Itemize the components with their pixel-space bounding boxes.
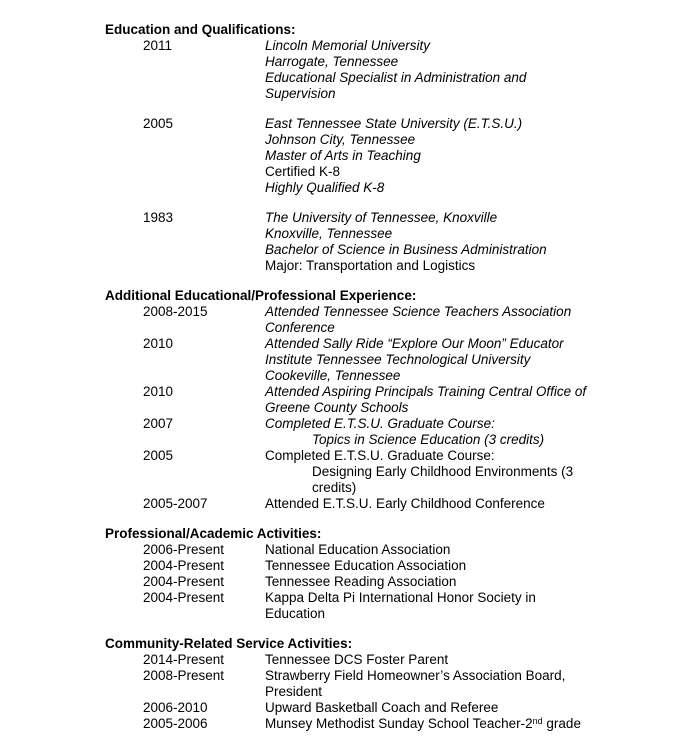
entry-date: 2004-Present	[143, 590, 225, 605]
entry-date: 2008-Present	[143, 668, 225, 683]
entry-date: 2006-2010	[143, 700, 208, 715]
resume-entry	[105, 496, 660, 512]
entry-description	[265, 542, 660, 558]
entry-line: Topics in Science Education (3 credits)	[312, 432, 545, 447]
entry-description	[265, 496, 660, 512]
entry-line: Education	[265, 606, 326, 621]
resume-entry	[105, 336, 660, 384]
resume-section	[105, 22, 660, 274]
entry-line: Knoxville, Tennessee	[265, 226, 393, 241]
entry-description	[265, 304, 660, 336]
entry-line: Completed E.T.S.U. Graduate Course:	[265, 448, 495, 463]
entry-date: 2010	[143, 336, 174, 351]
resume-entry	[105, 652, 660, 668]
entry-line: Institute Tennessee Technological University	[265, 352, 531, 367]
entry-line: Tennessee Education Association	[265, 558, 467, 573]
entry-description	[265, 590, 660, 622]
entry-date: 2005	[143, 448, 174, 463]
entry-line: The University of Tennessee, Knoxville	[265, 210, 498, 225]
entry-date: 2011	[143, 38, 173, 53]
entry-line: Cookeville, Tennessee	[265, 368, 401, 383]
entry-description	[265, 652, 660, 668]
entry-line: Completed E.T.S.U. Graduate Course:	[265, 416, 495, 431]
entry-description	[265, 210, 660, 274]
section-heading: Additional Educational/Professional Experience:	[105, 288, 417, 303]
entry-line: Johnson City, Tennessee	[265, 132, 416, 147]
resume-entry	[105, 304, 660, 336]
entry-line: Attended Sally Ride “Explore Our Moon” Educator	[265, 336, 564, 351]
entry-line: Kappa Delta Pi International Honor Society in	[265, 590, 536, 605]
entry-description	[265, 416, 660, 448]
entry-line: Tennessee Reading Association	[265, 574, 457, 589]
entry-date: 2007	[143, 416, 174, 431]
entry-date: 2010	[143, 384, 174, 399]
entry-line: Strawberry Field Homeowner’s Association Board,	[265, 668, 566, 683]
entry-line: Designing Early Childhood Environments (3	[312, 464, 574, 479]
resume-section	[105, 636, 660, 732]
section-heading: Community-Related Service Activities:	[105, 636, 353, 651]
entry-line: Attended E.T.S.U. Early Childhood Conference	[265, 496, 545, 511]
entry-line: Major: Transportation and Logistics	[265, 258, 476, 273]
resume-entry	[105, 558, 660, 574]
resume-entry	[105, 38, 660, 102]
line-text: Munsey Methodist Sunday School Teacher-2	[265, 716, 533, 731]
entry-date: 2008-2015	[143, 304, 208, 319]
superscript-text: nd	[532, 716, 543, 726]
entry-line: Lincoln Memorial University	[265, 38, 431, 53]
entry-date: 2005-2007	[143, 496, 208, 511]
entry-description	[265, 700, 660, 716]
entry-line: Greene County Schools	[265, 400, 409, 415]
entry-line: credits)	[312, 480, 357, 495]
resume-entry	[105, 384, 660, 416]
line-text: grade	[542, 716, 581, 731]
section-heading: Professional/Academic Activities:	[105, 526, 322, 541]
entry-line: Certified K-8	[265, 164, 341, 179]
resume-sections	[105, 22, 660, 732]
resume-entry	[105, 590, 660, 622]
entry-line: Highly Qualified K-8	[265, 180, 385, 195]
resume-entry	[105, 574, 660, 590]
entry-line: Attended Aspiring Principals Training Central Office of	[265, 384, 587, 399]
entry-line	[265, 716, 660, 732]
entry-line: Educational Specialist in Administration and	[265, 70, 527, 85]
entry-date: 2014-Present	[143, 652, 225, 667]
entry-line: Master of Arts in Teaching	[265, 148, 421, 163]
entry-description	[265, 448, 660, 496]
entry-line: Tennessee DCS Foster Parent	[265, 652, 449, 667]
entry-line: President	[265, 684, 323, 699]
resume-section	[105, 288, 660, 512]
entry-line: Supervision	[265, 86, 336, 101]
entry-line: Harrogate, Tennessee	[265, 54, 399, 69]
section-heading: Education and Qualifications:	[105, 22, 296, 37]
entry-date: 2006-Present	[143, 542, 225, 557]
entry-date: 2004-Present	[143, 574, 225, 589]
entry-description	[265, 558, 660, 574]
entry-description	[265, 574, 660, 590]
entry-description	[265, 716, 660, 732]
entry-date: 2005-2006	[143, 716, 208, 731]
resume-entry	[105, 116, 660, 196]
entry-date: 2005	[143, 116, 174, 131]
resume-entry	[105, 716, 660, 732]
resume-entry	[105, 416, 660, 448]
entry-line: National Education Association	[265, 542, 451, 557]
entry-line: Attended Tennessee Science Teachers Association	[265, 304, 572, 319]
entry-description	[265, 38, 660, 102]
resume-entry	[105, 700, 660, 716]
resume-section	[105, 526, 660, 622]
resume-entry	[105, 448, 660, 496]
entry-description	[265, 668, 660, 700]
entry-line: Conference	[265, 320, 335, 335]
entry-description	[265, 336, 660, 384]
resume-entry	[105, 210, 660, 274]
entry-line: East Tennessee State University (E.T.S.U.)	[265, 116, 523, 131]
entry-description	[265, 384, 660, 416]
entry-date: 1983	[143, 210, 174, 225]
entry-date: 2004-Present	[143, 558, 225, 573]
resume-entry	[105, 668, 660, 700]
entry-line: Bachelor of Science in Business Administration	[265, 242, 547, 257]
entry-description	[265, 116, 660, 196]
resume-entry	[105, 542, 660, 558]
entry-line: Upward Basketball Coach and Referee	[265, 700, 499, 715]
